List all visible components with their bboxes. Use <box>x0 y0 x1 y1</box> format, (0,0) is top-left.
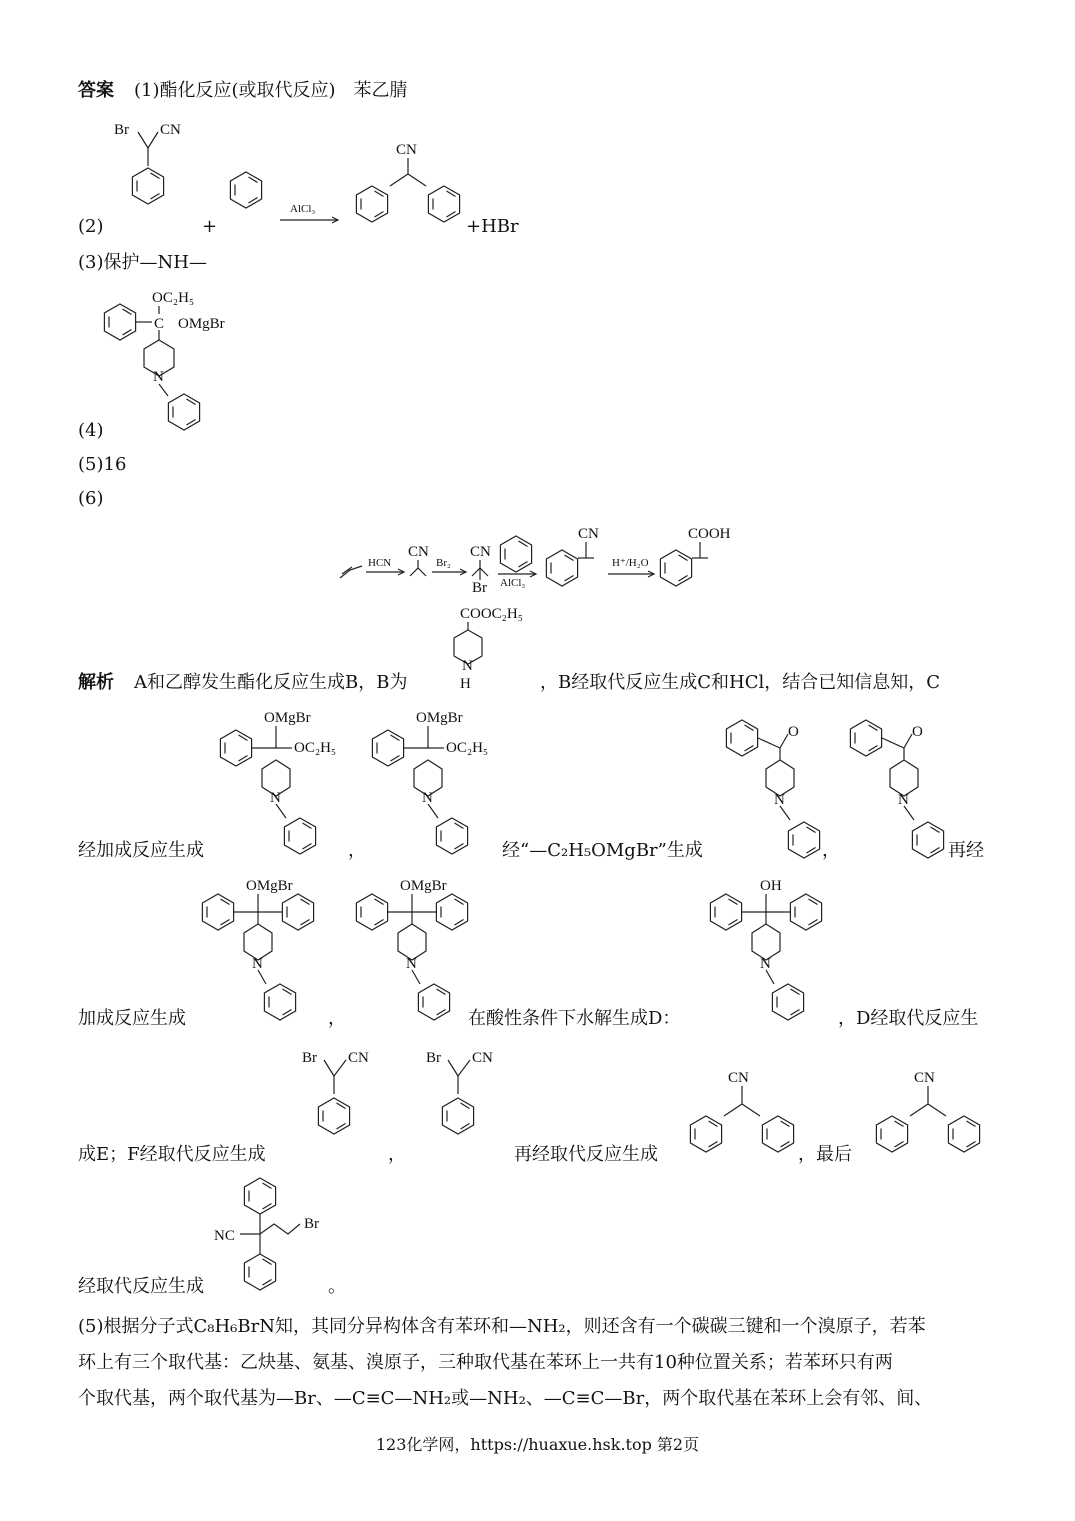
analysis-p3c: ，D经取代反应生 <box>838 1008 979 1029</box>
cn-label: CN <box>578 526 599 542</box>
n-label: N <box>252 956 263 972</box>
n-label: N <box>422 790 433 806</box>
n-label: N <box>774 792 785 808</box>
omgbr-label: OMgBr <box>264 710 311 726</box>
q4-structure <box>98 284 278 440</box>
diphenylacetonitrile-1 <box>682 1064 802 1164</box>
n-label: N <box>153 369 164 385</box>
answer-q2-label: (2) <box>78 216 104 237</box>
br-label: Br <box>426 1050 441 1066</box>
comma: ， <box>348 840 366 861</box>
analysis-p1a: A和乙醇发生酯化反应生成B，B为 <box>134 672 408 693</box>
answer-q4: (4) <box>78 420 104 441</box>
q5-line-3: 个取代基，两个取代基为—Br、—C≡C—NH₂或—NH₂、—C≡C—Br，两个取代基在苯环上会有邻、间、 <box>78 1388 933 1409</box>
oc2h5-label: OC₂H₅ <box>294 740 337 756</box>
analysis-p4a: 成E；F经取代反应生成 <box>78 1144 266 1165</box>
compound-d-structure <box>702 876 832 1026</box>
answer-label: 答案 <box>78 80 114 101</box>
analysis-p2a: 经加成反应生成 <box>78 840 204 861</box>
comma: ， <box>328 1008 346 1029</box>
n-label: N <box>898 792 909 808</box>
analysis-p3b: 在酸性条件下水解生成D： <box>468 1008 681 1029</box>
answer-q6: (6) <box>78 488 104 509</box>
addition-product-1 <box>214 708 354 858</box>
analysis-p4b: 再经取代反应生成 <box>514 1144 658 1165</box>
q5-line-1: (5)根据分子式C₈H₆BrN知，其同分异构体含有苯环和—NH₂，则还含有一个碳碳三键和一个溴原子，若苯 <box>78 1316 926 1337</box>
answer-q1: (1)酯化反应(或取代反应) 苯乙腈 <box>134 80 408 101</box>
cn-label: CN <box>348 1050 369 1066</box>
diphenyl-alkoxide-2 <box>348 876 478 1026</box>
alcl3-label: AlCl₃ <box>290 203 316 215</box>
cn-label: CN <box>408 544 429 560</box>
cooh-label: COOH <box>688 526 731 542</box>
ketone-2 <box>844 712 954 862</box>
c-label: C <box>154 316 165 332</box>
answer-q5: (5)16 <box>78 454 127 475</box>
acid-water-label: H⁺/H₂O <box>612 557 649 569</box>
br-label: Br <box>302 1050 317 1066</box>
diphenyl-alkoxide-1 <box>194 876 324 1026</box>
analysis-p2c: 再经 <box>948 840 984 861</box>
compound-b-structure <box>446 600 546 692</box>
omgbr-label: OMgBr <box>400 878 447 894</box>
br-label: Br <box>114 122 129 138</box>
oh-label: OH <box>760 878 782 894</box>
cn-label: CN <box>470 544 491 560</box>
answer-q3: (3)保护—NH— <box>78 252 207 273</box>
cn-label: CN <box>472 1050 493 1066</box>
q5-line-2: 环上有三个取代基：乙炔基、氨基、溴原子，三种取代基在苯环上一共有10种位置关系；若苯环只有两 <box>78 1352 893 1373</box>
hcn-label: HCN <box>368 557 392 569</box>
h-label: H <box>460 676 471 692</box>
o-label: O <box>788 724 799 740</box>
cooc2h5-label: COOC₂H₅ <box>460 606 523 622</box>
page-footer: 123化学网，https://huaxue.hsk.top 第2页 <box>375 1435 700 1454</box>
hbr-product: +HBr <box>466 216 519 237</box>
n-label: N <box>760 956 771 972</box>
omgbr-label: OMgBr <box>416 710 463 726</box>
n-label: N <box>462 658 473 674</box>
cn-label: CN <box>396 142 417 158</box>
n-label: N <box>270 790 281 806</box>
br2-label: Br₂ <box>436 557 451 569</box>
comma: ， <box>388 1144 406 1165</box>
oc2h5-label: OC₂H₅ <box>446 740 489 756</box>
analysis-p5a: 经取代反应生成 <box>78 1276 204 1297</box>
analysis-p2b: 经“—C₂H₅OMgBr”生成 <box>502 840 703 861</box>
nc-label: NC <box>214 1228 235 1244</box>
cn-label: CN <box>914 1070 935 1086</box>
period: 。 <box>328 1276 346 1297</box>
alcl3-label: AlCl₃ <box>500 577 526 589</box>
plus-sign: + <box>202 216 218 237</box>
comma: ， <box>822 840 840 861</box>
cn-label: CN <box>160 122 181 138</box>
bromophenylacetonitrile-1 <box>300 1044 390 1164</box>
cn-label: CN <box>728 1070 749 1086</box>
addition-product-2 <box>366 708 506 858</box>
bromophenylacetonitrile-2 <box>424 1044 514 1164</box>
analysis-label: 解析 <box>78 672 114 693</box>
final-bromo-nitrile-structure <box>212 1178 342 1288</box>
q6-synthesis-route <box>336 520 756 598</box>
oc2h5-label: OC₂H₅ <box>152 290 195 306</box>
q2-reaction-scheme <box>110 114 530 244</box>
br-label: Br <box>472 580 487 596</box>
ketone-1 <box>720 712 830 862</box>
o-label: O <box>912 724 923 740</box>
diphenylacetonitrile-2 <box>868 1064 988 1164</box>
br-label: Br <box>304 1216 319 1232</box>
omgbr-label: OMgBr <box>246 878 293 894</box>
analysis-p1b: ，B经取代反应生成C和HCl，结合已知信息知，C <box>540 672 940 693</box>
analysis-p3a: 加成反应生成 <box>78 1008 186 1029</box>
n-label: N <box>406 956 417 972</box>
omgbr-label: OMgBr <box>178 316 225 332</box>
analysis-p4c: ，最后 <box>798 1144 852 1165</box>
